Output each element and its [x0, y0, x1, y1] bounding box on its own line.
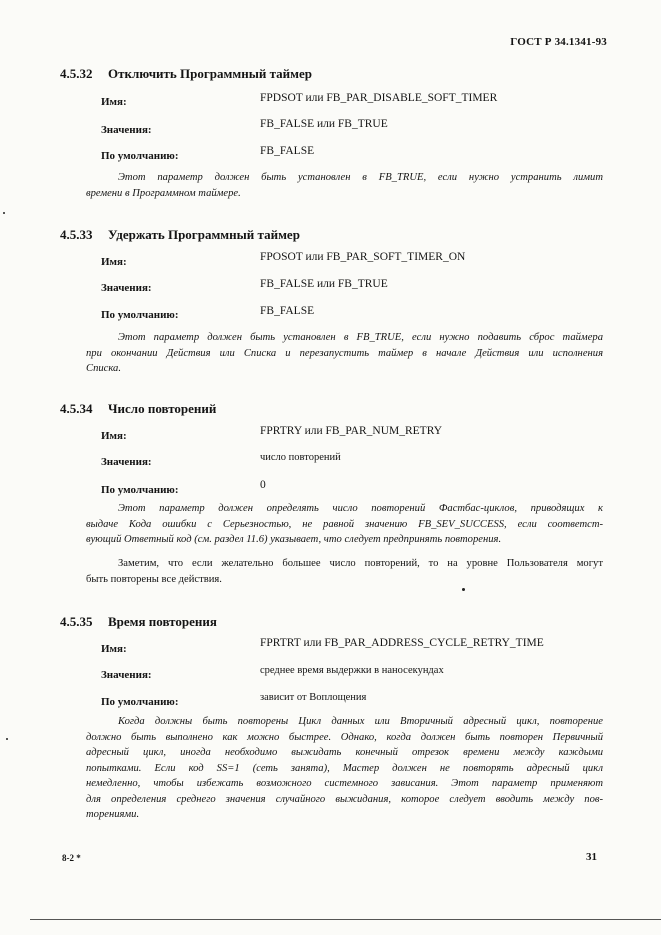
section-description [86, 501, 603, 548]
values-value: FB_FALSE или FB_TRUE [260, 278, 388, 290]
scan-speck [3, 212, 5, 214]
document-header: ГОСТ Р 34.1341-93 [510, 36, 607, 48]
page-number: 31 [586, 851, 597, 863]
name-value: FPDSOT или FB_PAR_DISABLE_SOFT_TIMER [260, 92, 498, 104]
paragraph-line: выдаче Кода ошибки с Серьезностью, не равной значению FB_SEV_SUCCESS, если соответст- [86, 518, 603, 530]
paragraph-line: Списка. [86, 363, 121, 374]
default-value: зависит от Воплощения [260, 692, 367, 703]
paragraph-line: попытками. Если код SS=1 (сеть занята), Мастер должен не повторять адресный цикл [86, 762, 603, 774]
values-label: Значения: [101, 669, 152, 681]
section-description [86, 330, 603, 377]
paragraph-line: Этот параметр должен быть установлен в FB_TRUE, если нужно подавить сброс таймера [118, 332, 603, 343]
values-value: число повторений [260, 452, 341, 463]
scan-speck [6, 738, 8, 740]
paragraph-line: должно быть выполнено как можно быстрее. Однако, когда должен быть повторен Первичный [86, 731, 603, 743]
values-value: FB_FALSE или FB_TRUE [260, 118, 388, 130]
name-label: Имя: [101, 430, 127, 442]
paragraph-line: вующий Ответный код (см. раздел 11.6) указывает, что следует предпринять повторения. [86, 534, 502, 545]
default-value: FB_FALSE [260, 145, 315, 157]
name-value: FPOSOT или FB_PAR_SOFT_TIMER_ON [260, 251, 466, 263]
default-label: По умолчанию: [101, 150, 179, 162]
sheet-mark: 8-2 * [62, 853, 81, 863]
section-note [86, 556, 603, 587]
paragraph-line: торениями. [86, 809, 140, 820]
values-label: Значения: [101, 282, 152, 294]
default-value: 0 [260, 479, 266, 491]
values-label: Значения: [101, 456, 152, 468]
paragraph-line: адресный цикл, иногда необходимо выжидать конечный отрезок времени между каждыми [86, 747, 603, 758]
name-value: FPRTRY или FB_PAR_NUM_RETRY [260, 425, 443, 437]
paragraph-line: времени в Программном таймере. [86, 187, 241, 199]
section-number: 4.5.34 [60, 401, 93, 416]
default-label: По умолчанию: [101, 696, 179, 708]
section-heading [60, 401, 216, 417]
values-value: среднее время выдержки в наносекундах [260, 665, 444, 676]
default-value: FB_FALSE [260, 305, 315, 317]
section-number: 4.5.33 [60, 227, 93, 242]
default-label: По умолчанию: [101, 484, 179, 496]
section-number: 4.5.32 [60, 66, 93, 81]
bottom-rule [30, 919, 661, 920]
paragraph-line: немедленно, чтобы избежать возможного системного зависания. Этот параметр применяют [86, 778, 603, 789]
paragraph-line: Когда должны быть повторены Цикл данных или Вторичный адресный цикл, повторение [118, 716, 603, 727]
name-label: Имя: [101, 643, 127, 655]
paragraph-line: Этот параметр должен определять число повторений Фастбас-циклов, приводящих к [118, 503, 603, 514]
section-title: Отключить Программный таймер [108, 66, 313, 81]
values-label: Значения: [101, 124, 152, 136]
paragraph-line: при окончании Действия или Списка и перезапустить таймер в начале Действия или исполнения [86, 347, 603, 359]
scan-speck [462, 588, 465, 591]
section-heading [60, 614, 217, 630]
section-title: Число повторений [108, 401, 217, 416]
note-line: быть повторены все действия. [86, 573, 222, 585]
name-value: FPRTRT или FB_PAR_ADDRESS_CYCLE_RETRY_TIME [260, 637, 544, 649]
paragraph-line: для определения среднего значения случайного выжидания, которое следует вводить между пов- [86, 793, 603, 805]
section-description [86, 170, 603, 201]
section-description [86, 714, 603, 823]
default-label: По умолчанию: [101, 309, 179, 321]
note-line: Заметим, что если желательно большее число повторений, то на уровне Пользователя могут [118, 558, 603, 569]
name-label: Имя: [101, 96, 127, 108]
section-title: Время повторения [108, 614, 217, 629]
section-number: 4.5.35 [60, 614, 93, 629]
paragraph-line: Этот параметр должен быть установлен в FB_TRUE, если нужно устранить лимит [118, 172, 603, 183]
name-label: Имя: [101, 256, 127, 268]
section-title: Удержать Программный таймер [108, 227, 300, 242]
section-heading [60, 66, 312, 82]
section-heading [60, 227, 300, 243]
